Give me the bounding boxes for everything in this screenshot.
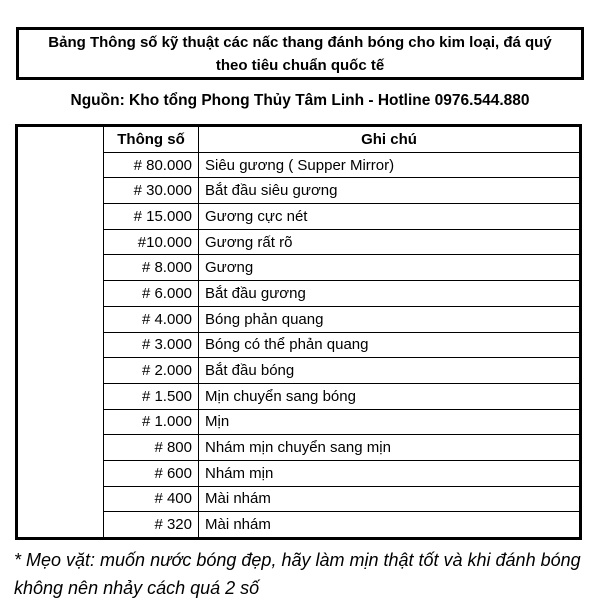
param-cell: # 3.000 (104, 333, 199, 358)
spec-table (15, 124, 582, 540)
param-cell: #10.000 (104, 230, 199, 255)
note-cell: Mài nhám (205, 490, 271, 508)
title-box (16, 27, 584, 80)
note-cell: Bắt đầu gương (205, 284, 306, 302)
note-cell: Gương cực nét (205, 207, 308, 225)
table-row (104, 487, 579, 513)
source-line: Nguồn: Kho tổng Phong Thủy Tâm Linh - Hotline 0976.544.880 (70, 92, 530, 109)
blank-column (18, 127, 104, 537)
param-cell: # 8.000 (104, 255, 199, 280)
param-cell: # 320 (104, 512, 199, 537)
note-cell: Gương (205, 259, 254, 277)
table-row (104, 461, 579, 487)
note-cell: Bóng phản quang (205, 310, 324, 328)
note-cell: Nhám mịn chuyển sang mịn (205, 439, 391, 457)
table-header-row (104, 127, 579, 153)
note-cell: Gương rất rõ (205, 233, 293, 251)
param-cell: # 30.000 (104, 178, 199, 203)
note-cell: Siêu gương ( Supper Mirror) (205, 156, 395, 174)
note-cell: Nhám mịn (205, 464, 274, 482)
param-cell: # 800 (104, 435, 199, 460)
param-cell: # 80.000 (104, 153, 199, 178)
page-title: Bảng Thông số kỹ thuật các nấc thang đánh bóng cho kim loại, đá quý theo tiêu chuẩn quốc tế (48, 33, 552, 74)
note-cell: Mịn (205, 413, 230, 431)
table-row (104, 358, 579, 384)
note-cell: Bóng có thể phản quang (205, 336, 369, 354)
table-row (104, 410, 579, 436)
param-column-header: Thông số (104, 127, 199, 152)
param-cell: # 600 (104, 461, 199, 486)
table-row (104, 307, 579, 333)
table-row (104, 435, 579, 461)
param-cell: # 400 (104, 487, 199, 512)
table-rows (104, 127, 579, 537)
table-row (104, 512, 579, 537)
param-cell: # 2.000 (104, 358, 199, 383)
table-row (104, 255, 579, 281)
table-row (104, 153, 579, 179)
param-cell: # 1.500 (104, 384, 199, 409)
note-column-header: Ghi chú (361, 130, 417, 148)
note-cell: Bắt đầu siêu gương (205, 182, 338, 200)
footnote: * Mẹo vặt: muốn nước bóng đẹp, hãy làm mịn thật tốt và khi đánh bóng không nên nhảy cách quá 2 số (14, 550, 581, 598)
table-row (104, 333, 579, 359)
param-cell: # 6.000 (104, 281, 199, 306)
table-row (104, 230, 579, 256)
table-row (104, 384, 579, 410)
table-row (104, 178, 579, 204)
table-row (104, 281, 579, 307)
param-cell: # 15.000 (104, 204, 199, 229)
note-cell: Mịn chuyển sang bóng (205, 387, 356, 405)
table-row (104, 204, 579, 230)
param-cell: # 1.000 (104, 410, 199, 435)
param-cell: # 4.000 (104, 307, 199, 332)
note-cell: Bắt đầu bóng (205, 362, 295, 380)
note-cell: Mài nhám (205, 516, 271, 534)
